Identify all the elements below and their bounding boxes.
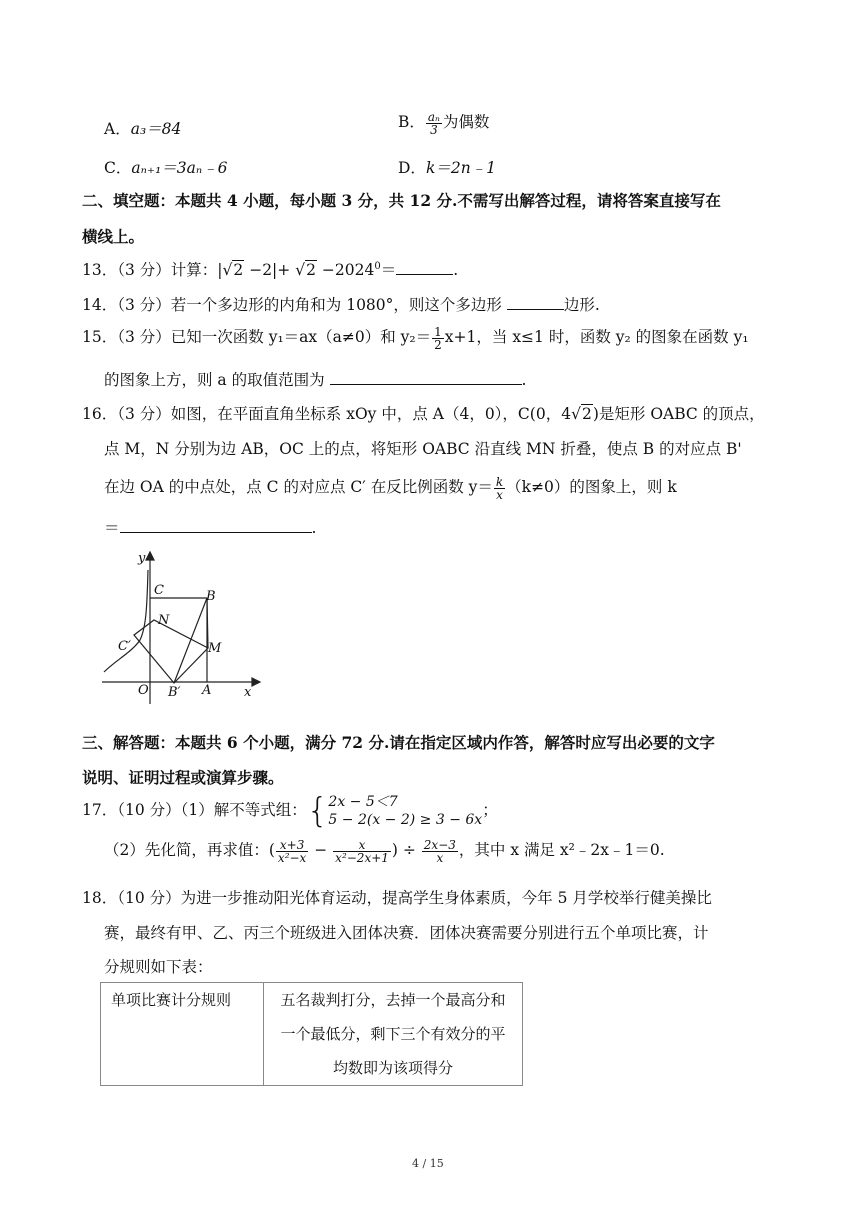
section3-heading-line2: 说明、证明过程或演算步骤。 [82, 768, 284, 787]
option-b [398, 110, 489, 136]
table-rule-line1: 五名裁判打分，去掉一个最高分和 [280, 991, 506, 1009]
inequality-1: 2x − 5＜7 [328, 794, 398, 810]
question-15-line2 [104, 368, 526, 390]
x-axis-arrow [252, 678, 260, 686]
option-a [104, 117, 181, 139]
table-header-cell [101, 983, 264, 1086]
q14-text: 若一个多边形的内角和为 1080°，则这个多边形 [170, 296, 507, 314]
q16-equals: ＝ [104, 519, 120, 537]
q16-sqrt: 2 [581, 405, 592, 423]
q14-answer-blank[interactable] [507, 293, 564, 310]
label-o: O [138, 683, 149, 698]
q16-text-d: （k≠0）的图象上，则 k [506, 478, 677, 496]
q17-part2-label: （2）先化简，再求值：( [104, 841, 275, 859]
q15-text-a: 已知一次函数 y₁＝ax（a≠0）和 y₂＝ [170, 328, 432, 346]
q16-text-a: 如图，在平面直角坐标系 xOy 中，点 A（4，0），C(0，4 [170, 405, 572, 423]
q18-score: （10 分） [117, 889, 181, 907]
q13-score: （3 分） [117, 261, 171, 279]
q15-fraction: $\frac{1}{2}$ [434, 324, 442, 352]
q14-text-end: 边形. [563, 296, 600, 314]
table-rule-line2: 一个最低分，剩下三个有效分的平 [280, 1025, 506, 1043]
section2-heading-line1: 二、填空题：本题共 4 小题，每小题 3 分，共 12 分.不需写出解答过程，请将答案直接写在 [82, 191, 721, 210]
q17-divide: ) ÷ [391, 841, 421, 859]
inequality-system [328, 793, 482, 829]
q17-fraction-1: $\frac{x+3}{\text{x²−x}}$ [277, 837, 307, 865]
q18-text-1: 为进一步推动阳光体育运动，提高学生身体素质，今年 5 月学校举行健美操比 [180, 889, 712, 907]
q14-number: 14． [82, 296, 118, 314]
option-c [104, 156, 228, 178]
line-b-bprime [174, 598, 207, 683]
table-rule-line3: 均数即为该项得分 [332, 1059, 453, 1077]
q16-text-b: )是矩形 OABC 的顶点， [592, 405, 765, 423]
option-b-letter: B． [398, 113, 425, 131]
option-b-text: 为偶数 [442, 113, 490, 131]
q13-answer-blank[interactable] [396, 258, 453, 275]
label-m: M [208, 641, 222, 656]
inequality-2: 5 − 2(x − 2) ≥ 3 − 6x [328, 812, 483, 828]
q13-sqrt2: 2 [306, 261, 316, 279]
q15-text-c: 的图象上方，则 a 的取值范围为 [104, 371, 330, 389]
table-rule-cell [264, 983, 523, 1086]
option-a-letter: A． [104, 120, 131, 138]
q15-score: （3 分） [117, 328, 171, 346]
q13-exponent: 0 [374, 260, 381, 272]
option-d-letter: D． [398, 159, 426, 177]
label-b-prime: B′ [168, 685, 181, 700]
question-16-line2: 点 M，N 分别为边 AB，OC 上的点，将矩形 OABC 沿直线 MN 折叠，使点 B 的对应点 B' [104, 440, 742, 458]
label-b: B [206, 589, 216, 604]
question-18-line2: 赛，最终有甲、乙、丙三个班级进入团体决赛．团体决赛需要分别进行五个单项比赛，计 [104, 924, 709, 942]
q13-number: 13． [82, 261, 118, 279]
q13-end: . [453, 261, 459, 279]
q16-end: . [311, 519, 317, 537]
q17-score: （10 分） [117, 801, 181, 819]
q13-mid1: −2|+ [244, 261, 296, 279]
label-c-prime: C′ [118, 639, 131, 654]
q17-part1-label: （1）解不等式组： [180, 801, 307, 819]
scoring-rule-table [100, 982, 523, 1086]
label-n: N [158, 613, 170, 628]
q16-answer-blank[interactable] [120, 516, 312, 533]
label-a: A [202, 683, 212, 698]
option-d [398, 156, 496, 178]
option-c-letter: C． [104, 159, 132, 177]
q18-number: 18． [82, 889, 118, 907]
q17-number: 17． [82, 801, 118, 819]
label-x: x [244, 685, 252, 700]
table-row [101, 983, 523, 1086]
q17-fraction-3: $\frac{2x-3}{x}$ [423, 837, 456, 865]
q13-prefix: 计算：| [170, 261, 223, 279]
label-y: y [138, 551, 146, 566]
q15-text-b: x+1，当 x≤1 时，函数 y₂ 的图象在函数 y₁ [444, 328, 749, 346]
q13-equals: ＝ [380, 261, 397, 279]
question-17-part2 [104, 838, 665, 864]
hyperbola-curve [104, 570, 148, 672]
question-17-part1 [82, 793, 498, 829]
q16-text-c: 在边 OA 的中点处，点 C 的对应点 C′ 在反比例函数 y＝ [104, 478, 493, 496]
question-15-line1 [82, 325, 749, 351]
table-header-text: 单项比赛计分规则 [111, 991, 232, 1009]
q13-mid2: −2024 [316, 261, 375, 279]
page-number: 4 / 15 [412, 1157, 444, 1170]
option-b-fraction: $\frac{\text{aₙ}}{3}$ [427, 109, 440, 137]
section3-heading-line1: 三、解答题：本题共 6 个小题，满分 72 分.请在指定区域内作答，解答时应写出必要的文字 [82, 733, 715, 752]
coordinate-figure [96, 548, 266, 706]
question-16-line3 [104, 475, 677, 501]
question-14 [82, 293, 600, 315]
y-axis-arrow [146, 552, 154, 560]
q15-number: 15． [82, 328, 118, 346]
label-c: C [154, 583, 164, 598]
section2-heading-line2: 横线上。 [82, 227, 145, 246]
q13-sqrt1: 2 [233, 261, 244, 279]
q17-part1-end: ； [482, 801, 498, 819]
question-16-line1: 16．（3 分）如图，在平面直角坐标系 xOy 中，点 A（4，0），C(0，4√2)是矩形 OABC 的顶点， [82, 405, 765, 423]
question-16-line4 [104, 516, 316, 538]
q16-fraction: $\frac{k}{x}$ [495, 474, 504, 502]
option-d-text: k＝2n﹣1 [425, 159, 497, 177]
option-c-text: aₙ₊₁＝3aₙ﹣6 [131, 159, 228, 177]
system-brace: { [306, 791, 329, 831]
q17-fraction-2: $\frac{x}{\text{x²−2x+1}}$ [335, 837, 389, 865]
q17-minus: − [309, 841, 333, 859]
question-18-line1 [82, 886, 712, 908]
q14-score: （3 分） [117, 296, 171, 314]
folded-shape [134, 620, 208, 683]
q16-score: （3 分） [117, 405, 171, 423]
q15-end: . [521, 371, 527, 389]
option-a-text: a₃＝84 [130, 120, 182, 138]
question-13: 13．（3 分）计算：$|√2 -2|+ √2 -2024^0=$ . [82, 258, 458, 280]
q17-condition: ，其中 x 满足 x²﹣2x﹣1＝0. [458, 841, 665, 859]
q15-answer-blank[interactable] [330, 368, 522, 385]
q16-number: 16． [82, 405, 118, 423]
question-18-line3: 分规则如下表： [104, 958, 213, 976]
